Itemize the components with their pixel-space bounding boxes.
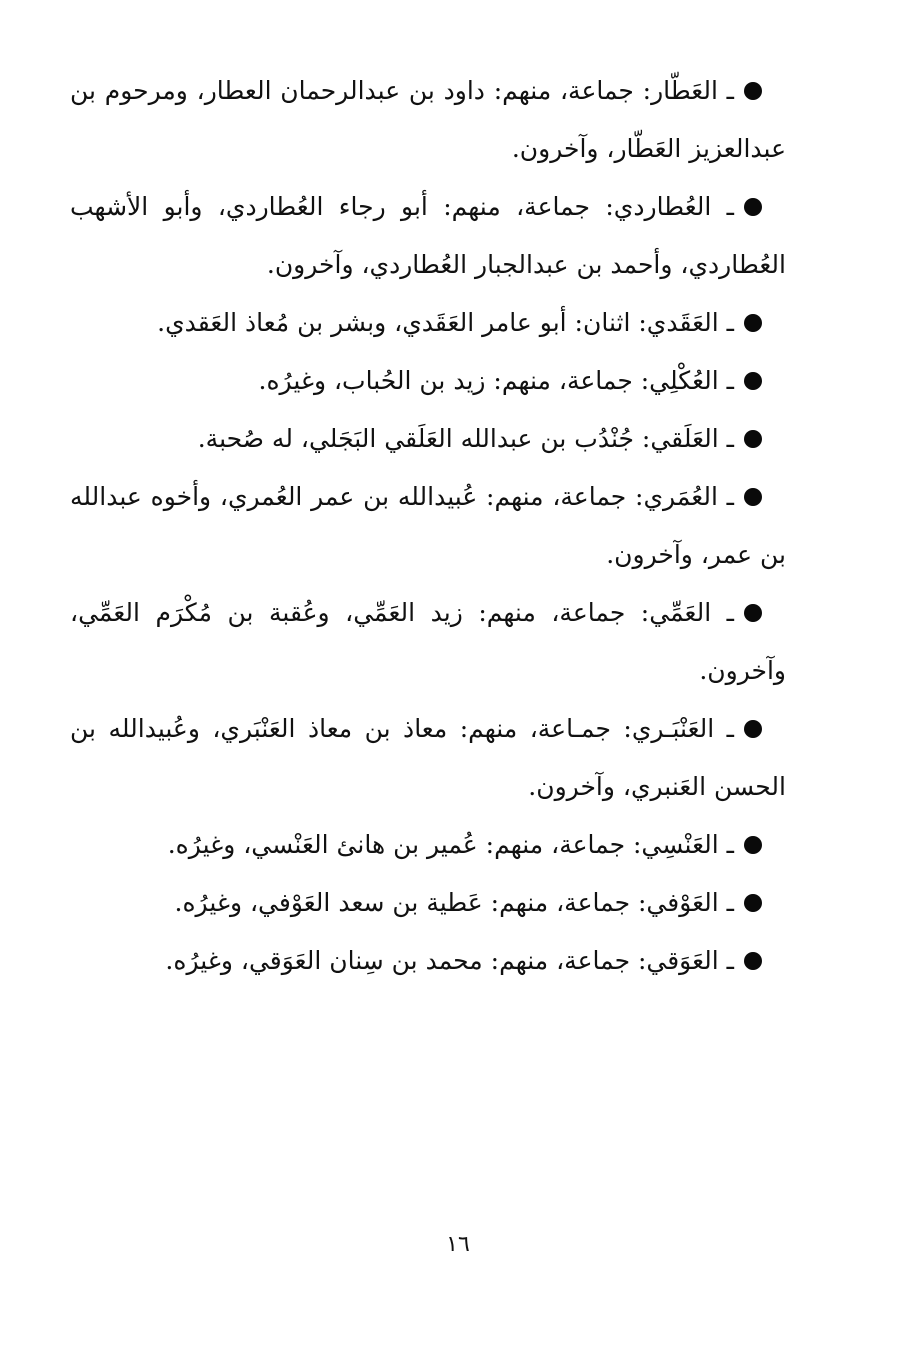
bullet-icon	[744, 430, 762, 448]
bullet-icon	[744, 604, 762, 622]
entry-awfi	[70, 874, 786, 932]
entry-text: ـ العَنْسِي: جماعة، منهم: عُمير بن هانئ العَنْسي، وغيرُه.	[167, 830, 734, 859]
entry-text: ـ العَمِّي: جماعة، منهم: زيد العَمِّي، وعُقبة بن مُكْرَم العَمِّي، وآخرون.	[70, 598, 786, 685]
entry-attar	[70, 62, 786, 178]
entry-utaridi	[70, 178, 786, 294]
entry-text: ـ العُطاردي: جماعة، منهم: أبو رجاء العُطاردي، وأبو الأشهب العُطاردي، وأحمد بن عبدالجبار العُطاردي، وآخرون.	[70, 192, 786, 279]
entry-ukli	[70, 352, 786, 410]
page-body	[70, 62, 786, 990]
entry-text: ـ العَقَدي: اثنان: أبو عامر العَقَدي، وبشر بن مُعاذ العَقدي.	[157, 308, 734, 337]
entry-text: ـ العُمَري: جماعة، منهم: عُبيدالله بن عمر العُمري، وأخوه عبدالله بن عمر، وآخرون.	[70, 482, 786, 569]
bullet-icon	[744, 952, 762, 970]
entry-text: ـ العَنْبَـري: جمـاعة، منهم: معاذ بن معاذ العَنْبَري، وعُبيدالله بن الحسن العَنبري، وآخرون.	[70, 714, 786, 801]
entry-text: ـ العَطّار: جماعة، منهم: داود بن عبدالرحمان العطار، ومرحوم بن عبدالعزيز العَطّار، وآخرون.	[70, 76, 786, 163]
bullet-icon	[744, 198, 762, 216]
page-number: ١٦	[446, 1232, 470, 1257]
bullet-icon	[744, 488, 762, 506]
bullet-icon	[744, 894, 762, 912]
entry-umari	[70, 468, 786, 584]
entry-text: ـ العَوَقي: جماعة، منهم: محمد بن سِنان العَوَقي، وغيرُه.	[165, 946, 734, 975]
entry-ammi	[70, 584, 786, 700]
bullet-icon	[744, 82, 762, 100]
entry-alaqi	[70, 410, 786, 468]
bullet-icon	[744, 372, 762, 390]
entry-text: ـ العَوْفي: جماعة، منهم: عَطية بن سعد العَوْفي، وغيرُه.	[174, 888, 734, 917]
entry-ansi	[70, 816, 786, 874]
entry-text: ـ العَلَقي: جُنْدُب بن عبدالله العَلَقي البَجَلي، له صُحبة.	[197, 424, 734, 453]
entry-text: ـ العُكْلِي: جماعة، منهم: زيد بن الحُباب، وغيرُه.	[258, 366, 734, 395]
entry-awaqi	[70, 932, 786, 990]
bullet-icon	[744, 836, 762, 854]
bullet-icon	[744, 314, 762, 332]
entry-aqadi	[70, 294, 786, 352]
entry-anbari	[70, 700, 786, 816]
bullet-icon	[744, 720, 762, 738]
